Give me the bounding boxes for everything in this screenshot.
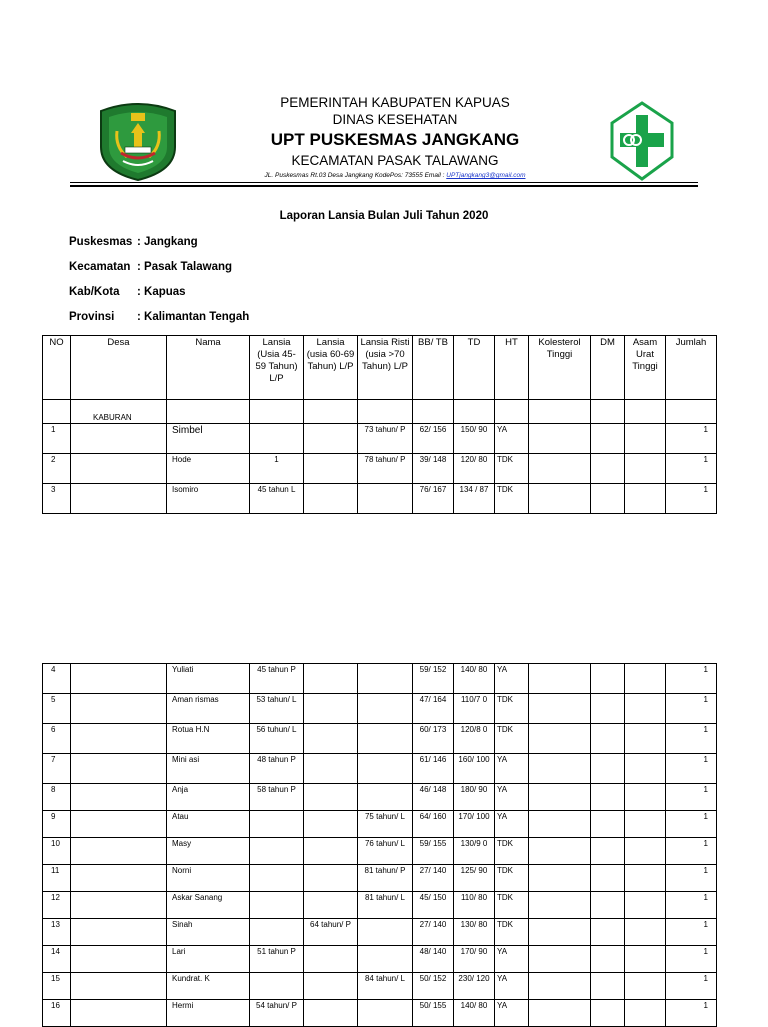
field-value: : Kapuas — [137, 286, 186, 298]
table-cell: TDK — [495, 865, 529, 892]
table-cell — [529, 865, 591, 892]
table-cell — [591, 892, 625, 919]
village-row — [43, 400, 717, 424]
table-cell — [71, 724, 167, 754]
table-cell — [625, 811, 666, 838]
table-cell — [529, 400, 591, 424]
table-cell — [591, 664, 625, 694]
table-cell: 60/ 173 — [413, 724, 454, 754]
table-cell — [358, 946, 413, 973]
table-cell: 47/ 164 — [413, 694, 454, 724]
letterhead — [180, 94, 610, 169]
table-cell — [625, 1000, 666, 1027]
table-cell — [304, 973, 358, 1000]
header-divider — [70, 182, 698, 183]
column-header: Nama — [167, 336, 250, 400]
table-cell: YA — [495, 1000, 529, 1027]
table-cell: 45 tahun P — [250, 664, 304, 694]
table-cell: 4 — [43, 664, 71, 694]
table-cell — [71, 811, 167, 838]
table-cell: 48 tahun P — [250, 754, 304, 784]
table-cell: 230/ 120 — [454, 973, 495, 1000]
table-cell: Kundrat. K — [167, 973, 250, 1000]
table-cell — [625, 973, 666, 1000]
table-cell — [358, 400, 413, 424]
table-cell — [591, 424, 625, 454]
table-cell: 15 — [43, 973, 71, 1000]
table-cell: 1 — [666, 694, 717, 724]
table-cell: 3 — [43, 484, 71, 514]
table-cell — [304, 811, 358, 838]
table-cell: Sinah — [167, 919, 250, 946]
table-cell — [591, 811, 625, 838]
table-cell — [358, 664, 413, 694]
table-cell: TDK — [495, 724, 529, 754]
field-label: Puskesmas — [69, 236, 133, 248]
table-cell — [625, 664, 666, 694]
table-row — [43, 973, 717, 1000]
table-cell: 125/ 90 — [454, 865, 495, 892]
table-cell — [529, 811, 591, 838]
table-cell — [625, 454, 666, 484]
column-header: Lansia (Usia 45-59 Tahun) L/P — [250, 336, 304, 400]
field-kabkota — [69, 286, 186, 298]
column-header: TD — [454, 336, 495, 400]
table-cell: 75 tahun/ L — [358, 811, 413, 838]
table-cell: 58 tahun P — [250, 784, 304, 811]
table-cell — [591, 946, 625, 973]
address-text: JL. Puskesmas Rt.03 Desa Jangkang KodePos: 73555 Email : — [264, 172, 447, 179]
table-cell: 81 tahun/ P — [358, 865, 413, 892]
table-cell: Rotua H.N — [167, 724, 250, 754]
column-header: Kolesterol Tinggi — [529, 336, 591, 400]
table-row — [43, 664, 717, 694]
table-row — [43, 865, 717, 892]
table-cell — [71, 694, 167, 724]
table-cell: 1 — [666, 454, 717, 484]
table-cell: 134 / 87 — [454, 484, 495, 514]
government-line: PEMERINTAH KABUPATEN KAPUAS — [280, 95, 510, 110]
column-header: DM — [591, 336, 625, 400]
table-cell: 13 — [43, 919, 71, 946]
table-cell — [358, 754, 413, 784]
table-cell: YA — [495, 754, 529, 784]
department-line: DINAS KESEHATAN — [332, 112, 458, 127]
table-cell — [625, 424, 666, 454]
table-cell: 1 — [666, 865, 717, 892]
field-value: : Jangkang — [137, 236, 198, 248]
column-header: Lansia Risti (usia >70 Tahun) L/P — [358, 336, 413, 400]
table-cell: 1 — [666, 724, 717, 754]
table-cell: 39/ 148 — [413, 454, 454, 484]
table-cell: 45/ 150 — [413, 892, 454, 919]
table-cell: Mini asi — [167, 754, 250, 784]
table-cell: 1 — [666, 664, 717, 694]
field-puskesmas — [69, 236, 198, 248]
table-cell — [71, 484, 167, 514]
table-cell — [591, 754, 625, 784]
table-cell: Masy — [167, 838, 250, 865]
table-cell: 130/ 80 — [454, 919, 495, 946]
table-cell — [529, 784, 591, 811]
table-row — [43, 784, 717, 811]
table-header-row — [43, 336, 717, 400]
elderly-report-table-continued — [42, 663, 717, 1027]
table-cell — [304, 946, 358, 973]
table-cell: TDK — [495, 454, 529, 484]
table-row — [43, 694, 717, 724]
table-cell — [529, 484, 591, 514]
table-cell: YA — [495, 946, 529, 973]
table-cell: 78 tahun/ P — [358, 454, 413, 484]
table-cell — [71, 664, 167, 694]
table-cell — [250, 865, 304, 892]
table-cell — [591, 973, 625, 1000]
table-cell — [71, 973, 167, 1000]
table-row — [43, 1000, 717, 1027]
table-cell — [71, 892, 167, 919]
table-cell: Aman rismas — [167, 694, 250, 724]
table-cell — [591, 484, 625, 514]
table-cell: TDK — [495, 694, 529, 724]
table-cell — [71, 1000, 167, 1027]
table-cell — [666, 400, 717, 424]
table-cell: Isomiro — [167, 484, 250, 514]
table-cell — [250, 973, 304, 1000]
table-cell — [591, 724, 625, 754]
table-cell: 9 — [43, 811, 71, 838]
table-cell: YA — [495, 784, 529, 811]
field-label: Kecamatan — [69, 261, 131, 273]
table-cell — [250, 919, 304, 946]
table-cell — [529, 838, 591, 865]
table-cell — [625, 865, 666, 892]
table-cell — [71, 424, 167, 454]
table-cell: 140/ 80 — [454, 664, 495, 694]
table-cell: 16 — [43, 1000, 71, 1027]
table-cell: 46/ 148 — [413, 784, 454, 811]
table-cell: Askar Sanang — [167, 892, 250, 919]
village-name: KABURAN — [71, 400, 167, 424]
table-cell: 2 — [43, 454, 71, 484]
table-cell: 76/ 167 — [413, 484, 454, 514]
column-header: Desa — [71, 336, 167, 400]
table-cell: 140/ 80 — [454, 1000, 495, 1027]
table-cell — [529, 724, 591, 754]
table-cell: 1 — [666, 811, 717, 838]
table-cell: Atau — [167, 811, 250, 838]
table-cell: 81 tahun/ L — [358, 892, 413, 919]
table-cell — [358, 694, 413, 724]
table-cell: 180/ 90 — [454, 784, 495, 811]
table-cell — [625, 754, 666, 784]
table-cell: 1 — [666, 754, 717, 784]
table-cell — [304, 664, 358, 694]
table-cell — [529, 946, 591, 973]
table-cell — [304, 400, 358, 424]
table-cell — [591, 838, 625, 865]
column-header: Lansia (usia 60-69 Tahun) L/P — [304, 336, 358, 400]
email-link[interactable]: UPTjangkang3@gmail.com — [446, 172, 526, 179]
table-cell — [529, 919, 591, 946]
table-cell: 51 tahun P — [250, 946, 304, 973]
table-cell: 110/7 0 — [454, 694, 495, 724]
table-cell — [625, 694, 666, 724]
table-cell: 59/ 155 — [413, 838, 454, 865]
table-cell — [358, 484, 413, 514]
table-cell: Hode — [167, 454, 250, 484]
table-cell — [529, 454, 591, 484]
table-cell: 56 tuhun/ L — [250, 724, 304, 754]
table-cell: TDK — [495, 892, 529, 919]
table-cell: 45 tahun L — [250, 484, 304, 514]
table-cell: 64 tahun/ P — [304, 919, 358, 946]
table-cell: 170/ 100 — [454, 811, 495, 838]
table-cell — [529, 973, 591, 1000]
table-cell — [71, 454, 167, 484]
table-cell — [304, 484, 358, 514]
table-cell — [358, 784, 413, 811]
table-cell: 5 — [43, 694, 71, 724]
table-cell: 27/ 140 — [413, 919, 454, 946]
table-cell — [625, 838, 666, 865]
district-line: KECAMATAN PASAK TALAWANG — [291, 153, 499, 168]
table-cell: 54 tahun/ P — [250, 1000, 304, 1027]
table-cell — [358, 919, 413, 946]
table-row — [43, 424, 717, 454]
table-cell: Yuliati — [167, 664, 250, 694]
table-cell: 170/ 90 — [454, 946, 495, 973]
table-cell: 59/ 152 — [413, 664, 454, 694]
table-cell — [304, 784, 358, 811]
table-cell: 7 — [43, 754, 71, 784]
table-cell: Norni — [167, 865, 250, 892]
table-cell: 11 — [43, 865, 71, 892]
table-cell — [495, 400, 529, 424]
table-cell: 1 — [666, 919, 717, 946]
column-header: HT — [495, 336, 529, 400]
field-kecamatan — [69, 261, 232, 273]
table-cell: 150/ 90 — [454, 424, 495, 454]
table-cell — [71, 838, 167, 865]
table-cell: 50/ 155 — [413, 1000, 454, 1027]
table-cell: Anja — [167, 784, 250, 811]
column-header: NO — [43, 336, 71, 400]
table-cell — [304, 454, 358, 484]
table-cell — [625, 919, 666, 946]
table-cell — [304, 754, 358, 784]
table-cell: Lari — [167, 946, 250, 973]
table-cell: 1 — [666, 424, 717, 454]
table-cell: 1 — [666, 838, 717, 865]
table-cell — [591, 865, 625, 892]
table-cell — [71, 919, 167, 946]
table-cell — [591, 784, 625, 811]
table-cell: 120/8 0 — [454, 724, 495, 754]
table-cell: 120/ 80 — [454, 454, 495, 484]
table-cell: TDK — [495, 919, 529, 946]
table-row — [43, 484, 717, 514]
report-title: Laporan Lansia Bulan Juli Tahun 2020 — [279, 210, 489, 222]
table-cell — [304, 694, 358, 724]
table-cell: 62/ 156 — [413, 424, 454, 454]
table-row — [43, 946, 717, 973]
table-cell — [529, 424, 591, 454]
table-cell: 6 — [43, 724, 71, 754]
column-header: BB/ TB — [413, 336, 454, 400]
table-cell — [43, 400, 71, 424]
table-cell — [250, 400, 304, 424]
table-cell — [358, 724, 413, 754]
table-cell: 10 — [43, 838, 71, 865]
table-cell — [625, 400, 666, 424]
table-row — [43, 892, 717, 919]
table-cell — [71, 865, 167, 892]
table-cell: 130/9 0 — [454, 838, 495, 865]
table-cell — [71, 754, 167, 784]
table-cell: 12 — [43, 892, 71, 919]
table-cell: 160/ 100 — [454, 754, 495, 784]
table-cell — [358, 1000, 413, 1027]
table-cell: YA — [495, 424, 529, 454]
table-cell: 8 — [43, 784, 71, 811]
table-cell — [625, 946, 666, 973]
field-label: Kab/Kota — [69, 286, 120, 298]
table-row — [43, 811, 717, 838]
table-cell — [529, 664, 591, 694]
table-cell — [529, 892, 591, 919]
table-cell: 84 tahun/ L — [358, 973, 413, 1000]
table-cell — [529, 1000, 591, 1027]
table-row — [43, 754, 717, 784]
table-cell: Hermi — [167, 1000, 250, 1027]
table-row — [43, 838, 717, 865]
table-row — [43, 724, 717, 754]
table-cell — [71, 784, 167, 811]
table-cell — [413, 400, 454, 424]
table-cell: Simbel — [167, 424, 250, 454]
table-cell — [591, 1000, 625, 1027]
table-cell — [304, 1000, 358, 1027]
table-cell: 1 — [43, 424, 71, 454]
table-cell — [591, 919, 625, 946]
table-cell — [625, 484, 666, 514]
table-cell — [529, 754, 591, 784]
table-cell: YA — [495, 664, 529, 694]
table-cell — [250, 424, 304, 454]
field-value: : Kalimantan Tengah — [137, 311, 250, 323]
table-cell: TDK — [495, 838, 529, 865]
table-cell: 1 — [250, 454, 304, 484]
elderly-report-table — [42, 335, 717, 514]
institution-name: UPT PUSKESMAS JANGKANG — [270, 130, 520, 149]
table-cell — [591, 400, 625, 424]
table-cell — [304, 424, 358, 454]
table-cell — [304, 865, 358, 892]
table-cell: 1 — [666, 484, 717, 514]
table-cell: 1 — [666, 946, 717, 973]
table-cell: 110/ 80 — [454, 892, 495, 919]
table-cell: 61/ 146 — [413, 754, 454, 784]
table-cell — [625, 724, 666, 754]
table-cell — [591, 454, 625, 484]
table-cell: 53 tahun/ L — [250, 694, 304, 724]
table-cell: TDK — [495, 484, 529, 514]
puskesmas-logo — [610, 101, 674, 181]
table-cell: 76 tahun/ L — [358, 838, 413, 865]
table-cell — [250, 892, 304, 919]
table-cell — [625, 784, 666, 811]
table-cell: 27/ 140 — [413, 865, 454, 892]
header-divider-thick — [70, 185, 698, 187]
table-cell: YA — [495, 811, 529, 838]
table-cell: YA — [495, 973, 529, 1000]
table-cell — [167, 400, 250, 424]
table-cell — [625, 892, 666, 919]
table-cell — [591, 694, 625, 724]
table-cell — [454, 400, 495, 424]
table-cell — [71, 946, 167, 973]
table-row — [43, 454, 717, 484]
field-provinsi — [69, 311, 249, 323]
field-label: Provinsi — [69, 311, 115, 323]
table-cell: 73 tahun/ P — [358, 424, 413, 454]
table-cell: 1 — [666, 784, 717, 811]
table-cell — [304, 838, 358, 865]
table-cell — [304, 892, 358, 919]
table-cell: 48/ 140 — [413, 946, 454, 973]
table-cell — [250, 811, 304, 838]
kabupaten-kapuas-emblem — [97, 103, 179, 181]
table-cell — [529, 694, 591, 724]
table-cell: 1 — [666, 1000, 717, 1027]
table-cell: 14 — [43, 946, 71, 973]
column-header: Jumlah — [666, 336, 717, 400]
table-cell: 64/ 160 — [413, 811, 454, 838]
table-cell — [304, 724, 358, 754]
table-cell: 1 — [666, 892, 717, 919]
table-row — [43, 919, 717, 946]
table-cell: 50/ 152 — [413, 973, 454, 1000]
address-line — [180, 172, 610, 179]
field-value: : Pasak Talawang — [137, 261, 233, 273]
table-cell — [250, 838, 304, 865]
table-cell: 1 — [666, 973, 717, 1000]
column-header: Asam Urat Tinggi — [625, 336, 666, 400]
